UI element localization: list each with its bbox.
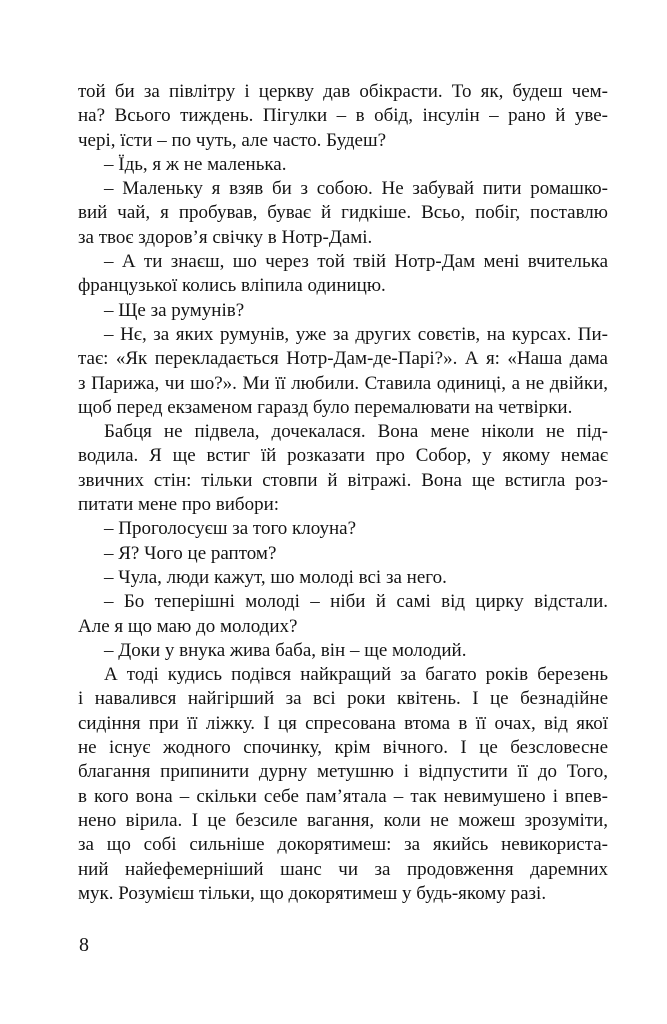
text-line: сидіння при її ліжку. І ця спресована втома в її очах, від якої <box>78 712 608 734</box>
text-line: і навалився найгірший за всі роки квітень. І це безнадійне <box>78 688 608 710</box>
text-line: – Я? Чого це раптом? <box>104 542 277 564</box>
text-line: чері, їсти – по чуть, але часто. Будеш? <box>78 129 387 151</box>
text-line: французької колись вліпила одиницю. <box>78 275 386 297</box>
text-line: ний найефемерніший шанс чи за продовження даремних <box>78 858 608 880</box>
text-line: на? Всього тиждень. Пігулки – в обід, інсулін – рано й уве- <box>78 105 608 127</box>
text-line: – А ти знаєш, шо через той твій Нотр-Дам мені вчителька <box>104 251 608 273</box>
text-line: благання припинити дурну метушню і відпустити її до Того, <box>78 761 608 783</box>
text-line: за твоє здоров’я свічку в Нотр-Дамі. <box>78 226 373 248</box>
text-line: в кого вона – скільки себе пам’ятала – так невимушено і впев- <box>78 785 608 807</box>
text-line: щоб перед екзаменом гаразд було перемалювати на четвірки. <box>78 396 573 418</box>
page-number: 8 <box>79 934 89 956</box>
text-line: А тоді кудись подівся найкращий за багато років березень <box>104 664 608 686</box>
text-line: – Чула, люди кажут, шо молоді всі за него. <box>104 566 447 588</box>
text-line: – Бо теперішні молоді – ніби й самі від цирку відстали. <box>104 591 608 613</box>
text-line: не існує жодного спочинку, крім вічного. І це безсловесне <box>78 737 608 759</box>
text-line: той би за півлітру і церкву дав обікрасти. То як, будеш чем- <box>78 81 608 102</box>
text-line: вий чай, я пробував, буває й гидкіше. Всьо, побіг, поставлю <box>78 202 608 224</box>
text-line: – Їдь, я ж не маленька. <box>104 153 287 175</box>
text-block <box>78 80 608 906</box>
text-line: водила. Я ще встиг їй розказати про Собор, у якому немає <box>78 445 608 467</box>
text-line: – Нє, за яких румунів, уже за других совєтів, на курсах. Пи- <box>104 323 608 345</box>
text-line: – Проголосуєш за того клоуна? <box>104 518 357 540</box>
text-line: – Маленьку я взяв би з собою. Не забувай пити ромашко- <box>104 178 608 200</box>
text-line: – Ще за румунів? <box>104 299 245 321</box>
text-line: питати мене про вибори: <box>78 494 280 516</box>
text-line: мук. Розумієш тільки, що докорятимеш у будь-якому разі. <box>78 882 547 904</box>
text-line: нено вірила. І це безсиле вагання, коли не можеш зрозуміти, <box>78 809 608 831</box>
text-line: за що собі сильніше докорятимеш: за якийсь невикориста- <box>78 834 608 856</box>
text-line: звичних стін: тільки стовпи й вітражі. Вона ще встигла роз- <box>78 469 608 491</box>
text-line: Але я що маю до молодих? <box>78 615 298 637</box>
text-line: тає: «Як перекладається Нотр-Дам-де-Парі?». А я: «Наша дама <box>78 348 608 370</box>
text-line: – Доки у внука жива баба, він – ще молодий. <box>104 639 467 661</box>
text-line: Бабця не підвела, дочекалася. Вона мене ніколи не під- <box>104 421 608 443</box>
text-line: з Парижа, чи шо?». Ми її любили. Ставила одиниці, а не двійки, <box>78 372 608 394</box>
